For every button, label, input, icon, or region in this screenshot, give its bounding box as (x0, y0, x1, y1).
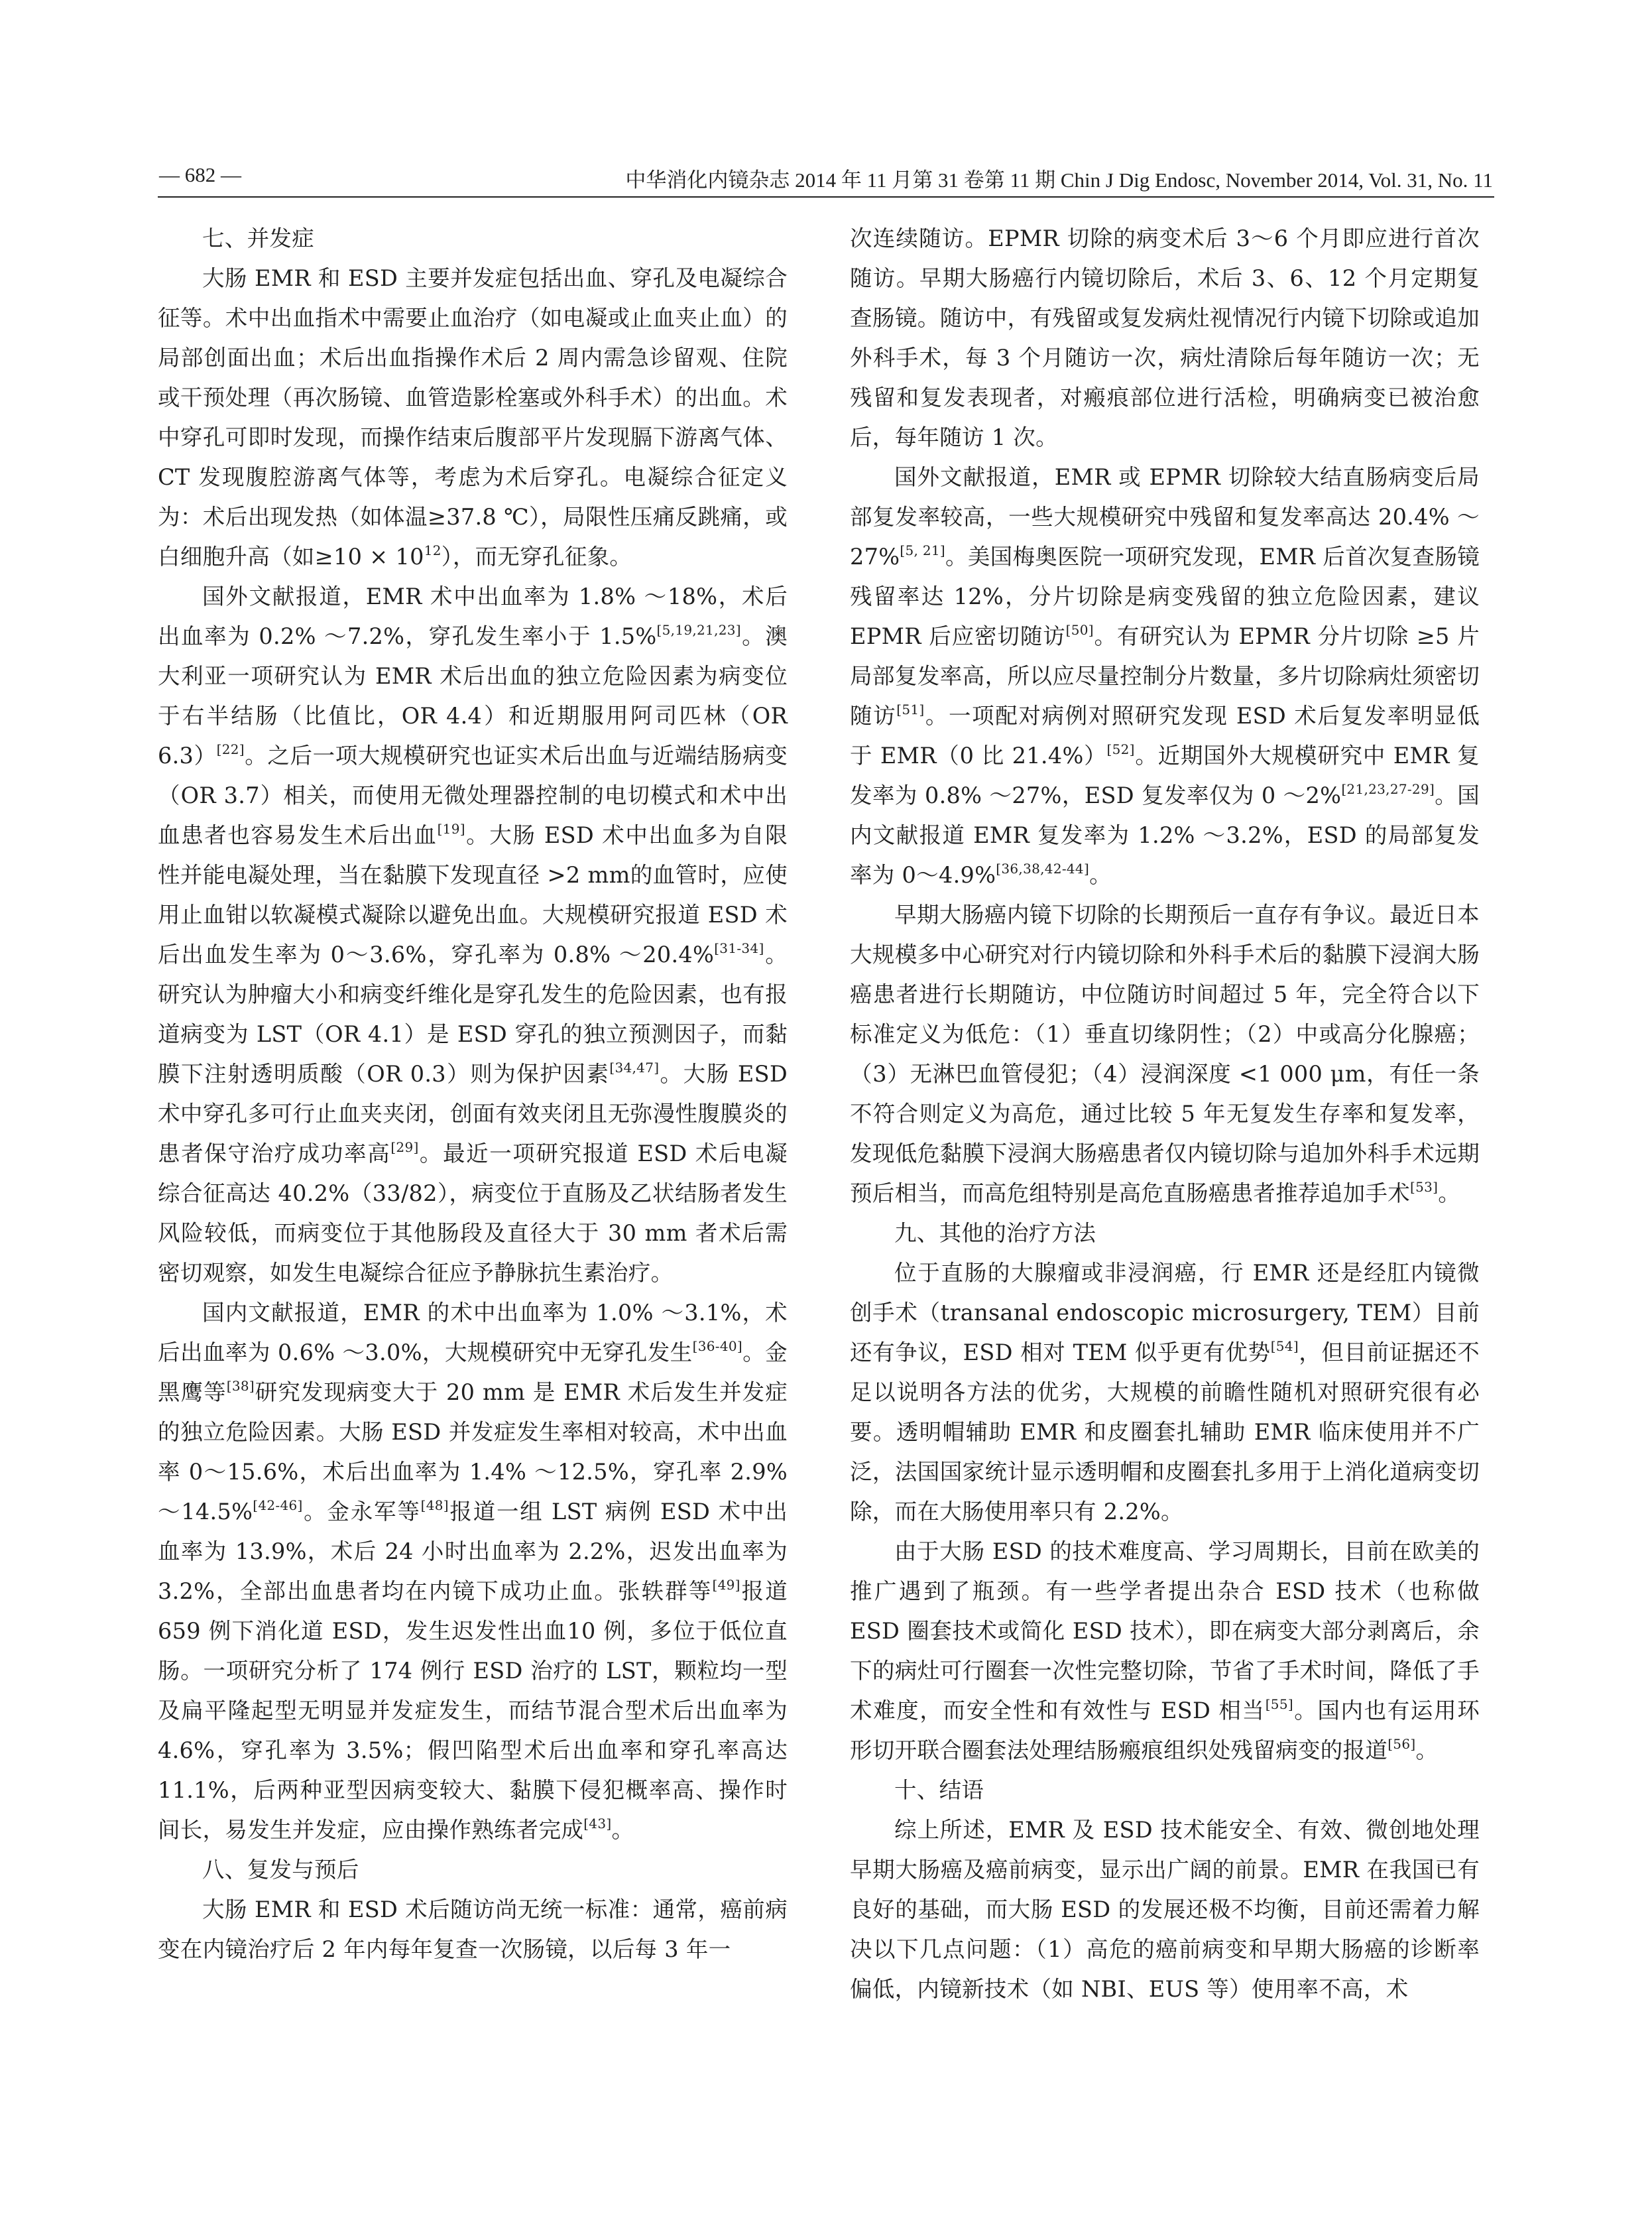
paragraph-follow-up-start: 大肠 EMR 和 ESD 术后随访尚无统一标准：通常，癌前病变在内镜治疗后 2 年内每年复查一次肠镜，以后每 3 年一 (158, 1897, 788, 1962)
citation: [43] (583, 1816, 612, 1832)
citation: [51] (896, 702, 925, 717)
citation: [29] (390, 1139, 419, 1155)
citation: [50] (1065, 622, 1094, 638)
citation: [36-40] (692, 1338, 743, 1354)
citation: [56] (1387, 1736, 1416, 1752)
paragraph-domestic-complication-rates: 国内文献报道，EMR 的术中出血率为 1.0% ～3.1%，术后出血率为 0.6% ～3.0%，大规模研究中无穿孔发生[36-40]。金黑鹰等[38]研究发现病变大于 20 mm 是 EMR 术后发生并发症的独立危险因素。大肠 ESD 并发症发生率相对较高，术中出血率 0～15.6%，术后出血率为 1.4% ～12.5%，穿孔率 2.9% ～14.5%[42-46]。金永军等[48]报道一组 LST 病例 ESD 术中出血率为 13.9%，术后 24 小时出血率为 2.2%，迟发出血率为 3.2%，全部出血患者均在内镜下成功止血。张轶群等[49]报道 659 例下消化道 ESD，发生迟发性出血10 例，多位于低位直肠。一项研究分析了 174 例行 ESD 治疗的 LST，颗粒均一型及扁平隆起型无明显并发症发生，而结节混合型术后出血率为 4.6%，穿孔率为 3.5%；假凹陷型术后出血率和穿孔率高达 11.1%，后两种亚型因病变较大、黏膜下侵犯概率高、操作时间长，易发生并发症，应由操作熟练者完成[43]。 (158, 1300, 788, 1843)
citation: [48] (420, 1497, 449, 1513)
citation: [54] (1270, 1338, 1299, 1354)
citation: [53] (1410, 1179, 1439, 1195)
journal-citation: 中华消化内镜杂志 2014 年 11 月第 31 卷第 11 期 Chin J Dig Endosc, November 2014, Vol. 31, No. 11 (625, 168, 1493, 192)
citation: [21,23,27-29] (1341, 781, 1435, 797)
citation: [42-46] (253, 1497, 303, 1513)
section-heading-complications: 七、并发症 (202, 225, 314, 251)
paragraph-long-term-prognosis: 早期大肠癌内镜下切除的长期预后一直存有争议。最近日本大规模多中心研究对行内镜切除和外科手术后的黏膜下浸润大肠癌患者进行长期随访，中位随访时间超过 5 年，完全符合以下标准定义为低危：（1）垂直切缘阴性；（2）中或高分化腺癌；（3）无淋巴血管侵犯；（4）浸润深度 <1 000 μm，有任一条不符合则定义为高危，通过比较 5 年无复发生存率和复发率，发现低危黏膜下浸润大肠癌患者仅内镜切除与追加外科手术远期预后相当，而高危组特别是高危直肠癌患者推荐追加手术[53]。 (850, 902, 1480, 1206)
paragraph-hybrid-esd: 由于大肠 ESD 的技术难度高、学习周期长，目前在欧美的推广遇到了瓶颈。有一些学者提出杂合 ESD 技术（也称做 ESD 圈套技术或简化 ESD 技术），即在病变大部分剥离后，余下的病灶可行圈套一次性完整切除，节省了手术时间，降低了手术难度，而安全性和有效性与 ESD 相当[55]。国内也有运用环形切开联合圈套法处理结肠瘢痕组织处残留病变的报道[56]。 (850, 1538, 1480, 1763)
page-number: — 682 — (159, 163, 241, 186)
citation: [52] (1106, 741, 1135, 757)
section-heading-recurrence: 八、复发与预后 (202, 1857, 359, 1883)
left-column (158, 219, 788, 1969)
citation: [34,47] (609, 1060, 660, 1076)
paragraph-follow-up-continued: 次连续随访。EPMR 切除的病变术后 3～6 个月即应进行首次随访。早期大肠癌行内镜切除后，术后 3、6、12 个月定期复查肠镜。随访中，有残留或复发病灶视情况行内镜下切除或追加外科手术，每 3 个月随访一次，病灶清除后每年随访一次；无残留和复发表现者，对瘢痕部位进行活检，明确病变已被治愈后，每年随访 1 次。 (850, 225, 1480, 450)
paragraph-complications-definition: 大肠 EMR 和 ESD 主要并发症包括出血、穿孔及电凝综合征等。术中出血指术中需要止血治疗（如电凝或止血夹止血）的局部创面出血；术后出血指操作术后 2 周内需急诊留观、住院或干预处理（再次肠镜、血管造影栓塞或外科手术）的出血。术中穿孔可即时发现，而操作结束后腹部平片发现膈下游离气体、CT 发现腹腔游离气体等，考虑为术后穿孔。电凝综合征定义为：术后出现发热（如体温≥37.8 ℃），局限性压痛反跳痛，或白细胞升高（如$\ge 10 \times 10^{12}$），而无穿孔征象。 (158, 265, 788, 570)
citation: [22] (216, 741, 245, 757)
citation: [36,38,42-44] (996, 861, 1090, 877)
citation: [38] (226, 1378, 255, 1394)
citation: [19] (437, 821, 465, 837)
paragraph-foreign-recurrence: 国外文献报道，EMR 或 EPMR 切除较大结直肠病变后局部复发率较高，一些大规模研究中残留和复发率高达 20.4% ～27%[5, 21]。美国梅奥医院一项研究发现，EMR 后首次复查肠镜残留率达 12%，分片切除是病变残留的独立危险因素，建议 EPMR 后应密切随访[50]。有研究认为 EPMR 分片切除 ≥5 片局部复发率高，所以应尽量控制分片数量，多片切除病灶须密切随访[51]。一项配对病例对照研究发现 ESD 术后复发率明显低于 EMR（0 比 21.4%）[52]。近期国外大规模研究中 EMR 复发率为 0.8% ～27%，ESD 复发率仅为 0 ～2%[21,23,27-29]。国内文献报道 EMR 复发率为 1.2% ～3.2%，ESD 的局部复发率为 0～4.9%[36,38,42-44]。 (850, 464, 1480, 888)
citation: [49] (712, 1577, 740, 1593)
citation: [5, 21] (900, 542, 945, 558)
paragraph-tem-comparison: 位于直肠的大腺瘤或非浸润癌，行 EMR 还是经肛内镜微创手术（transanal endoscopic microsurgery, TEM）目前还有争议，ESD 相对 TEM 似乎更有优势[54]，但目前证据还不足以说明各方法的优劣，大规模的前瞻性随机对照研究很有必要。透明帽辅助 EMR 和皮圈套扎辅助 EMR 临床使用并不广泛，法国国家统计显示透明帽和皮圈套扎多用于上消化道病变切除，而在大肠使用率只有 2.2%。 (850, 1260, 1480, 1524)
citation: [55] (1265, 1696, 1293, 1712)
citation: [31-34] (714, 940, 764, 956)
citation: [5,19,21,23] (656, 622, 741, 638)
right-column (850, 219, 1480, 2009)
running-header (158, 159, 1494, 198)
section-heading-other-treatments: 九、其他的治疗方法 (894, 1220, 1096, 1246)
paragraph-conclusion: 综上所述，EMR 及 ESD 技术能安全、有效、微创地处理早期大肠癌及癌前病变，显示出广阔的前景。EMR 在我国已有良好的基础，而大肠 ESD 的发展还极不均衡，目前还需着力解决以下几点问题：（1）高危的癌前病变和早期大肠癌的诊断率偏低，内镜新技术（如 NBI、EUS 等）使用率不高，术 (850, 1817, 1480, 2002)
section-heading-conclusion: 十、结语 (894, 1777, 984, 1803)
paragraph-foreign-complication-rates: 国外文献报道，EMR 术中出血率为 1.8% ～18%，术后出血率为 0.2% ～7.2%，穿孔发生率小于 1.5%[5,19,21,23]。澳大利亚一项研究认为 EMR 术后出血的独立危险因素为病变位于右半结肠（比值比，OR 4.4）和近期服用阿司匹林（OR 6.3）[22]。之后一项大规模研究也证实术后出血与近端结肠病变（OR 3.7）相关，而使用无微处理器控制的电切模式和术中出血患者也容易发生术后出血[19]。大肠 ESD 术中出血多为自限性并能电凝处理，当在黏膜下发现直径 >2 mm的血管时，应使用止血钳以软凝模式凝除以避免出血。大规模研究报道 ESD 术后出血发生率为 0～3.6%，穿孔率为 0.8% ～20.4%[31-34]。研究认为肿瘤大小和病变纤维化是穿孔发生的危险因素，也有报道病变为 LST（OR 4.1）是 ESD 穿孔的独立预测因子，而黏膜下注射透明质酸（OR 0.3）则为保护因素[34,47]。大肠 ESD 术中穿孔多可行止血夹夹闭，创面有效夹闭且无弥漫性腹膜炎的患者保守治疗成功率高[29]。最近一项研究报道 ESD 术后电凝综合征高达 40.2%（33/82），病变位于直肠及乙状结肠者发生风险较低，而病变位于其他肠段及直径大于 30 mm 者术后需密切观察，如发生电凝综合征应予静脉抗生素治疗。 (158, 584, 788, 1286)
